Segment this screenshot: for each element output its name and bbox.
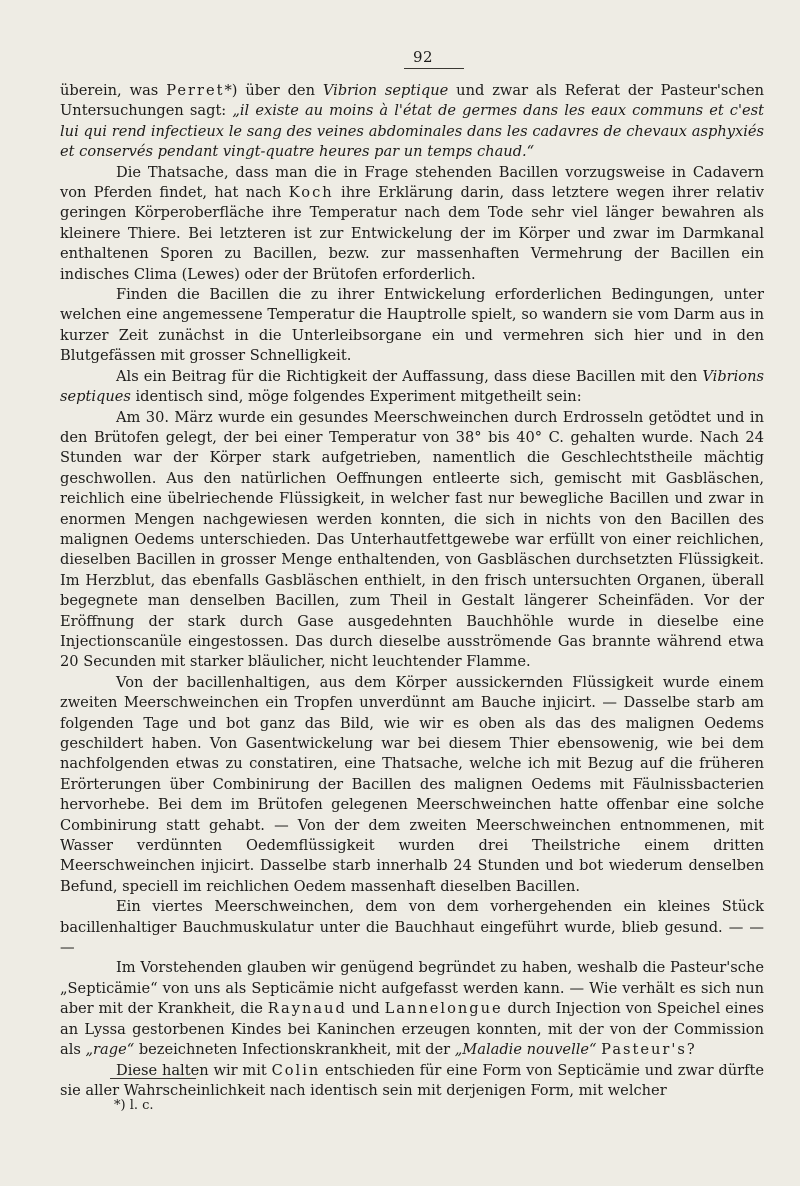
- text-run: Diese halten wir mit: [116, 1061, 272, 1079]
- paragraph: [60, 285, 764, 367]
- italic-text: „rage“: [85, 1041, 135, 1059]
- text-run: Im Vorstehenden glauben wir genügend begründet zu haben, weshalb die Pasteur'sche „Septicämie“ von uns als Septicämie nicht aufgefasst werden kann. — Wie verhält es sich nun aber mit der Krankheit, die: [60, 959, 764, 1018]
- paragraph: [60, 408, 764, 673]
- spaced-name: Colin: [271, 1061, 321, 1079]
- paragraph: [60, 673, 764, 897]
- spaced-name: Perret: [166, 82, 225, 99]
- spaced-name: Pasteur's: [601, 1041, 687, 1059]
- paragraph: [60, 958, 764, 1060]
- text-run: identisch sind, möge folgendes Experiment mitgetheilt sein:: [130, 388, 582, 406]
- footnote-rule: [110, 1078, 196, 1079]
- spaced-name: Koch: [288, 184, 334, 202]
- text-run: *) über den: [224, 82, 323, 99]
- paragraph: [60, 81, 764, 163]
- italic-text: Vibrion septique: [322, 82, 449, 99]
- text-run: ?: [686, 1041, 695, 1059]
- text-run: Am 30. März wurde ein gesundes Meerschweinchen durch Erdrosseln getödtet und in den Brütofen gelegt, der bei einer Temperatur von 38° bis 40° C. gehalten wurde. Nach 24 Stunden war der Körper stark aufgetrieben, namentlich die Geschlechtstheile mächtig geschwollen. Aus den natürlichen Oeffnungen entleerte sich, gemischt mit Gasbläschen, reichlich eine übelriechende Flüssigkeit, in welcher fast nur bewegliche Bacillen und zwar in enormen Mengen nachgewiesen werden konnten, die sich in nichts von den Bacillen des malignen Oedems unterschieden. Das Unterhautfettgewebe war erfüllt von einer reichlichen, dieselben Bacillen in grosser Menge enthaltenden, von Gasbläschen durchsetzten Flüssigkeit. Im Herzblut, das ebenfalls Gasbläschen enthielt, in den frisch untersuchten Organen, überall begegnete man denselben Bacillen, zum Theil in Gestalt längerer Scheinfäden. Vor der Eröffnung der stark durch Gase ausgedehnten Bauchhöhle wurde in dieselbe eine Injectionscanüle eingestossen. Das durch dieselbe ausströmende Gas brannte während etwa 20 Secunden mit starker bläulicher, nicht leuchtender Flamme.: [60, 408, 764, 671]
- text-run: durch Injection von Speichel eines an Lyssa gestorbenen Kindes bei Kaninchen erzeugen konnten, mit der von der Commission als: [60, 1000, 764, 1059]
- italic-text: „Maladie nouvelle“: [454, 1041, 597, 1059]
- body-text: [60, 81, 764, 1101]
- text-run: und zwar als Referat der Pasteur'schen Untersuchungen sagt:: [60, 82, 765, 120]
- text-run: Als ein Beitrag für die Richtigkeit der Auffassung, dass diese Bacillen mit den: [116, 367, 703, 385]
- page-number-rule: [404, 68, 464, 69]
- page-number: 92: [412, 48, 434, 66]
- text-run: Von der bacillenhaltigen, aus dem Körper aussickernden Flüssigkeit wurde einem zweiten Meerschweinchen ein Tropfen unverdünnt am Bauche injicirt. — Dasselbe starb am folgenden Tage und bot ganz das Bild, wie wir es oben als das des malignen Oedems geschildert haben. Von Gasentwickelung war bei diesem Thier ebensowenig, wie bei dem nachfolgenden etwas zu constatiren, eine Thatsache, welche ich mit Bezug auf die früheren Erörterungen über Combinirung der Bacillen des malignen Oedems mit Fäulnissbacterien hervorhebe. Bei dem im Brütofen gelegenen Meerschweinchen hatte offenbar eine solche Combinirung statt gehabt. — Von der dem zweiten Meerschweinchen entnommenen, mit Wasser verdünnten Oedemflüssigkeit wurden drei Theilstriche einem dritten Meerschweinchen injicirt. Dasselbe starb innerhalb 24 Stunden und bot wiederum denselben Befund, speciell im reichlichen Oedem massenhaft dieselben Bacillen.: [60, 673, 764, 895]
- text-run: Die Thatsache, dass man die in Frage stehenden Bacillen vorzugsweise in Cadavern von Pferden findet, hat nach: [60, 163, 764, 202]
- text-run: ihre Erklärung darin, dass letztere wegen ihrer relativ geringen Körperoberfläche ihre Temperatur nach dem Tode sehr viel länger bewahren als kleinere Thiere. Bei letzteren ist zur Entwickelung der im Körper und zwar im Darmkanal enthaltenen Sporen zu Bacillen, bezw. zur massenhaften Vermehrung der Bacillen ein indisches Clima (Lewes) oder der Brütofen erforderlich.: [60, 184, 764, 283]
- italic-text: „il existe au moins à l'état de germes dans les eaux communs et c'est lui qui rend infectieux le sang des veines abdominales dans les cadavres de chevaux asphyxiés et conservés pendant vingt-quatre heures par un temps chaud.“: [60, 102, 764, 161]
- paragraph: [60, 163, 764, 285]
- text-run: überein, was: [60, 82, 167, 99]
- text-run: bezeichneten Infectionskrankheit, mit der: [134, 1041, 455, 1059]
- footnote: *) l. c.: [114, 1098, 154, 1113]
- text-run: Ein viertes Meerschweinchen, dem von dem vorhergehenden ein kleines Stück bacillenhaltiger Bauchmuskulatur unter die Bauchhaut eingeführt wurde, blieb gesund. — — —: [60, 898, 764, 957]
- text-run: und: [346, 1000, 385, 1018]
- spaced-name: Lannelongue: [384, 1000, 503, 1018]
- italic-text: Vibrions septiques: [60, 367, 764, 406]
- paragraph: [60, 1061, 764, 1102]
- spaced-name: Raynaud: [267, 1000, 347, 1018]
- text-run: entschieden für eine Form von Septicämie und zwar dürfte sie aller Wahrscheinlichkeit nach identisch sein mit derjenigen Form, mit welcher: [60, 1061, 764, 1099]
- paragraph: [60, 897, 764, 958]
- paragraph: [60, 367, 764, 408]
- text-run: Finden die Bacillen die zu ihrer Entwickelung erforderlichen Bedingungen, unter welchen eine angemessene Temperatur die Hauptrolle spielt, so wandern sie vom Darm aus in kurzer Zeit zunächst in die Unterleibsorgane ein und vermehren sich hier und in den Blutgefässen mit grosser Schnelligkeit.: [60, 286, 764, 365]
